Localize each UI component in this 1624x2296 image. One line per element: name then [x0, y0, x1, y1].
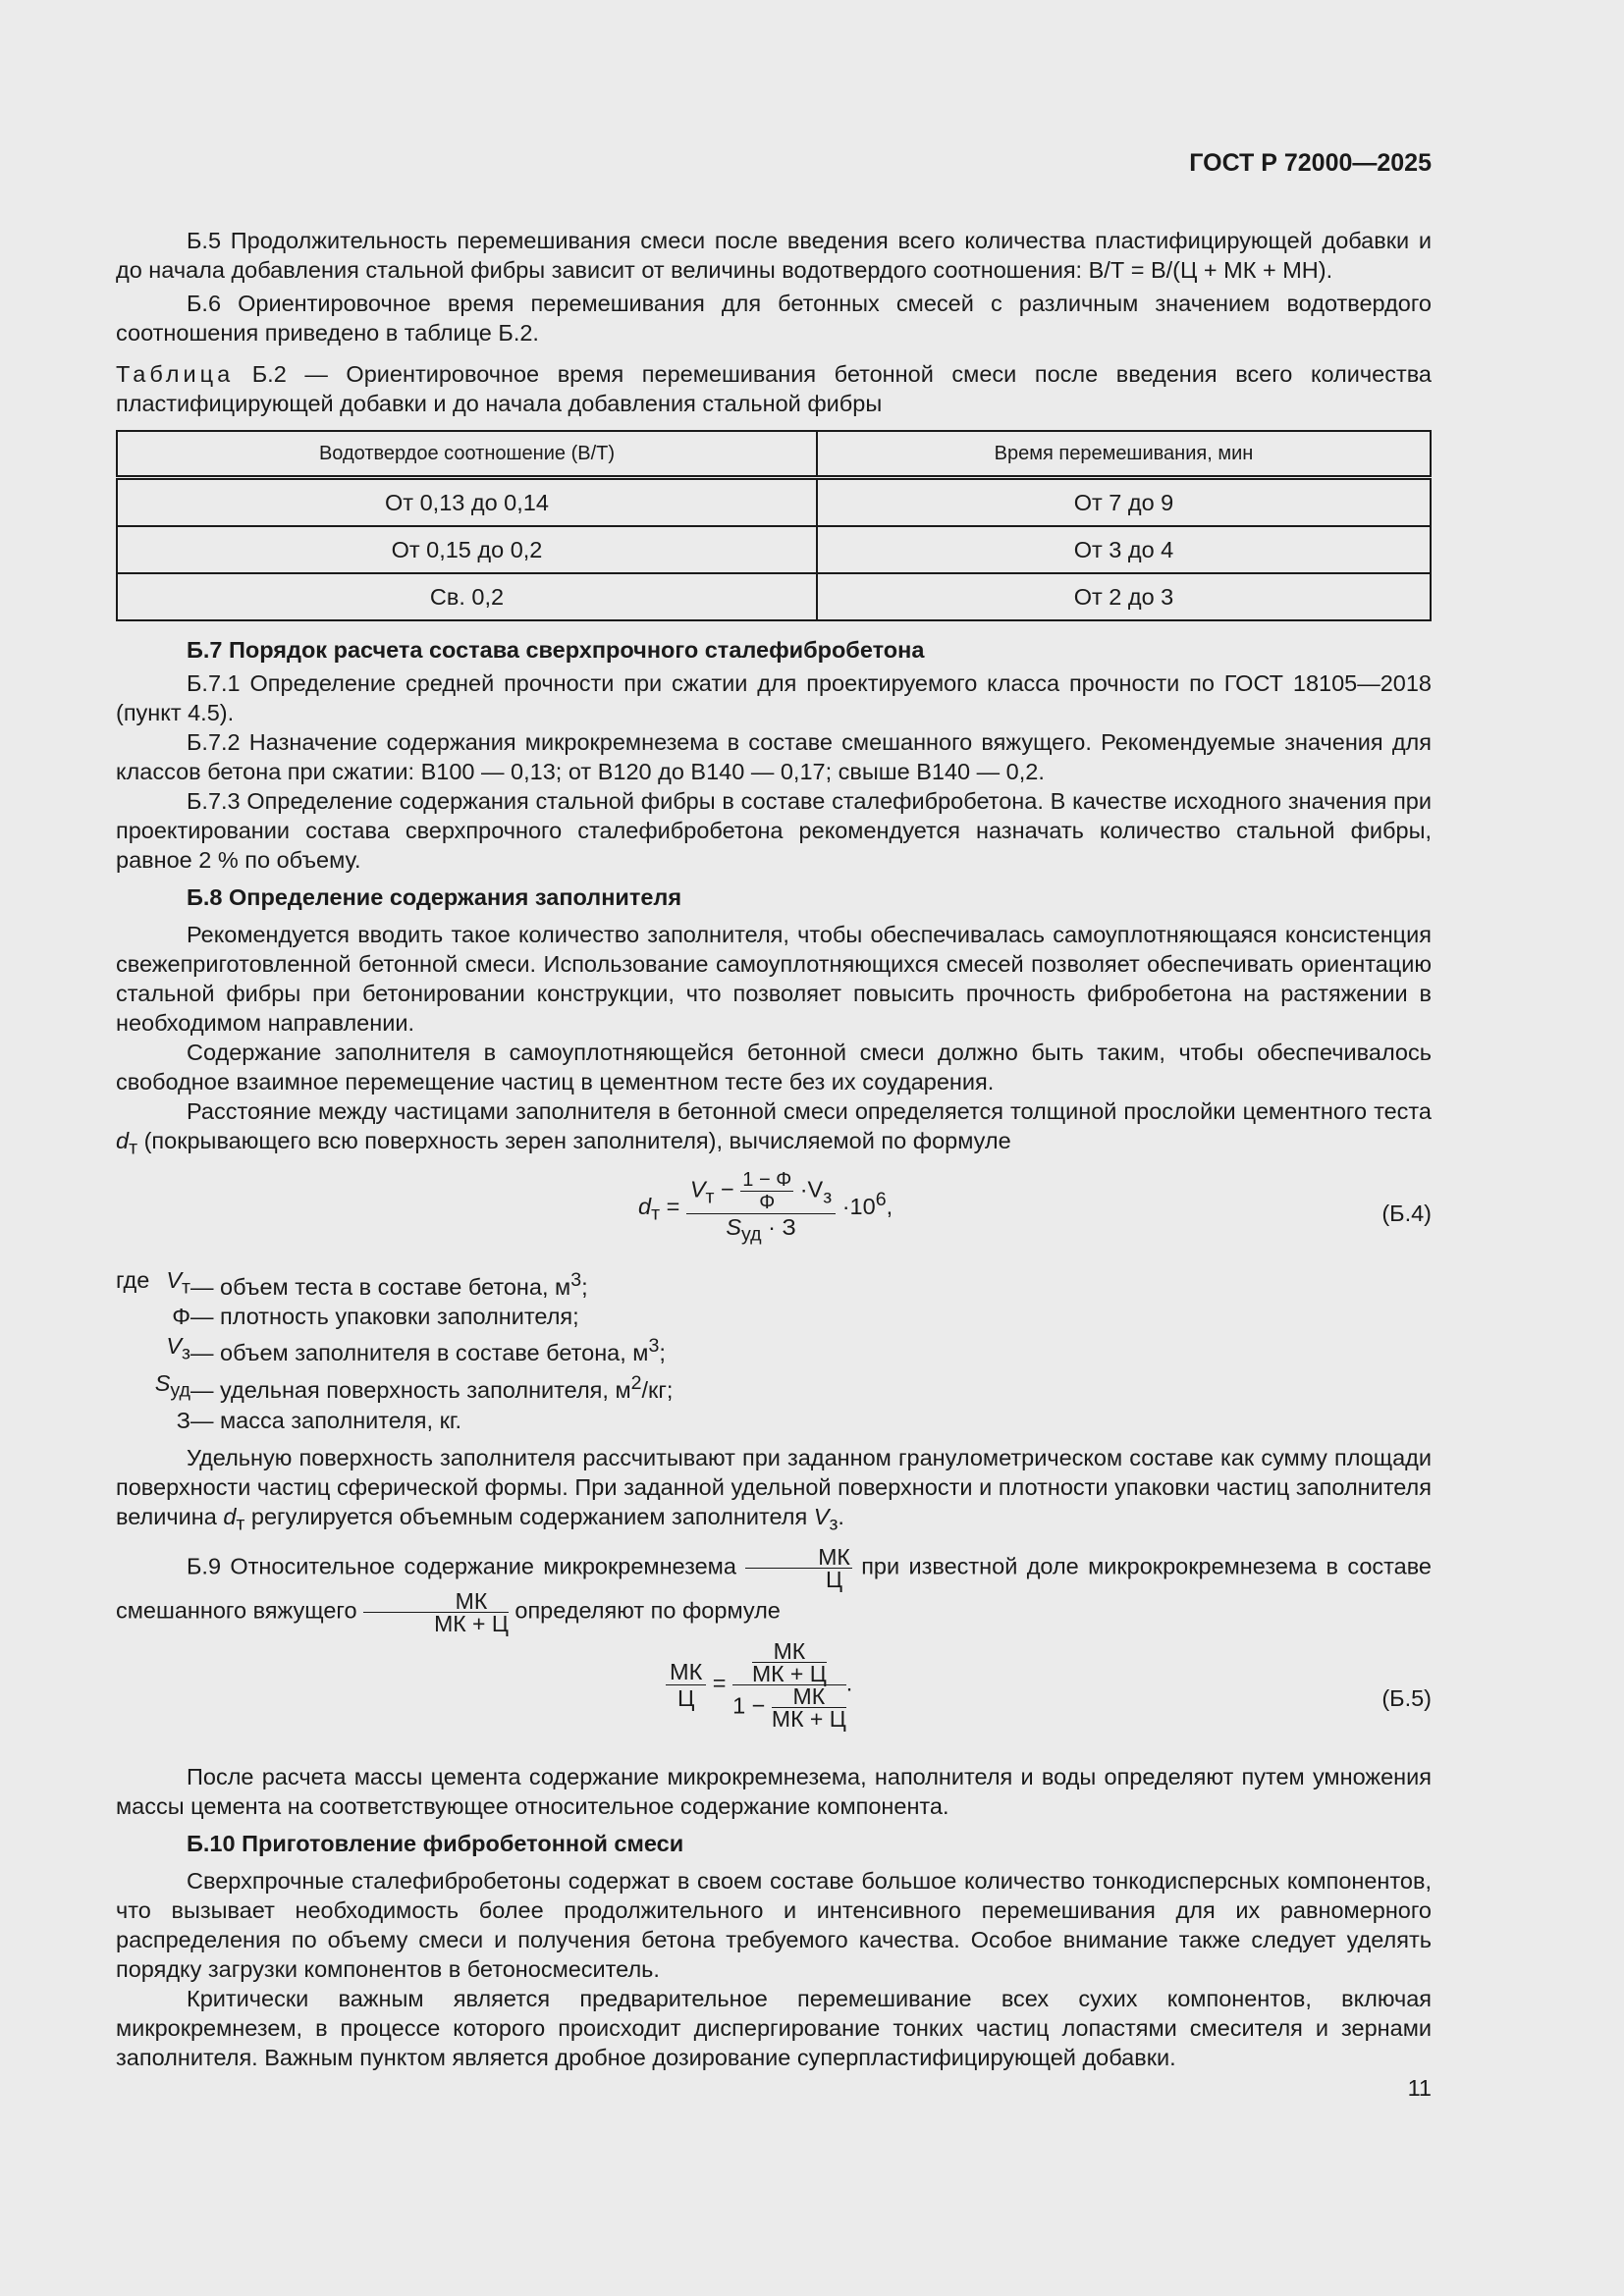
symbol-v-sub: т — [705, 1186, 715, 1208]
one-minus: 1 − — [732, 1693, 766, 1720]
symbol-d: d — [116, 1128, 130, 1153]
rhs-inner-denominator: МК + Ц — [751, 1661, 827, 1687]
table-header-row — [117, 431, 1431, 478]
denominator-tail: · З — [761, 1213, 796, 1240]
symbol-d: d — [223, 1503, 237, 1529]
paragraph-b8-4: Удельную поверхность заполнителя рассчитывают при заданном гранулометрическом составе как сумму площади поверхности частиц сферической формы. При заданной удельной поверхности и плотности упаковки частиц заполнителя величина $d_т$ регулируется объемным содержанием заполнителя $V_з$. — [116, 1444, 1432, 1535]
minus-sign: − — [721, 1176, 734, 1202]
table-header-ratio: Водотвердое соотношение (В/Т) — [117, 431, 817, 478]
paragraph-b9-text: Б.9 Относительное содержание микрокремнезема — [187, 1554, 736, 1580]
table-caption-lead: Таблица — [116, 361, 235, 387]
table-cell: От 2 до 3 — [817, 573, 1431, 620]
definition-sub: з — [182, 1343, 190, 1365]
definition-text: — объем теста в составе бетона, м — [190, 1273, 571, 1300]
paragraph-b10-2: Критически важным является предварительное перемешивание всех сухих компонентов, включая микрокремнезем, в процессе которого происходит диспергирование тонких частиц лопастями смесителя и зернами заполнителя. Важным пунктом является дробное дозирование суперпластифицирующей добавки. — [116, 1986, 1432, 2071]
formula-b5 — [116, 1640, 1432, 1752]
definition-row — [116, 1368, 1432, 1406]
page-number: 11 — [1407, 2075, 1432, 2101]
formula-exponent: 6 — [875, 1188, 887, 1210]
lhs-numerator: МК — [666, 1659, 706, 1685]
inner-denominator: Φ — [759, 1191, 776, 1213]
table-cell: Св. 0,2 — [117, 573, 817, 620]
definition-sup: 3 — [570, 1268, 582, 1291]
definition-text: — масса заполнителя, кг. — [190, 1407, 462, 1433]
lhs-denominator: Ц — [677, 1685, 695, 1712]
symbol-v: V — [813, 1503, 830, 1529]
paragraph-b73: Б.7.3 Определение содержания стальной фибры в составе сталефибробетона. В качестве исходного значения при проектировании состава сверхпрочного сталефибробетона рекомендуется назначать количество стальной фибры, равное 2 % по объему. — [116, 788, 1432, 873]
definition-symbol: V — [166, 1333, 183, 1360]
table-cell: От 7 до 9 — [817, 478, 1431, 527]
formula-denominator — [686, 1214, 836, 1248]
paragraph-b10-1: Сверхпрочные сталефибробетоны содержат в своем составе большое количество тонкодисперсных компонентов, что вызывает необходимость более продолжительного и интенсивного перемешивания для их равномерного распределения по объему смеси и получения бетона требуемого качества. Особое внимание также следует уделять порядку загрузки компонентов в бетоносмеситель. — [116, 1868, 1432, 1983]
page-body — [116, 147, 1432, 2072]
rhs-den-numerator: МК — [772, 1685, 846, 1708]
formula-b5-rhs — [732, 1638, 846, 1733]
paragraph-b8-2: Содержание заполнителя в самоуплотняющейся бетонной смеси должно быть таким, чтобы обеспечивалось свободное взаимное перемещение частиц в цементном тесте без их соударения. — [116, 1040, 1432, 1095]
inner-numerator: 1 − Φ — [742, 1168, 792, 1191]
symbol-s: S — [726, 1213, 742, 1240]
symbol-s-sub: уд — [741, 1223, 762, 1246]
definition-end: ; — [581, 1273, 588, 1300]
paragraph-b71: Б.7.1 Определение средней прочности при сжатии для проектируемого класса прочности по ГОСТ 18105—2018 (пункт 4.5). — [116, 670, 1432, 725]
rhs-numerator — [732, 1640, 846, 1685]
definition-end: ; — [659, 1340, 666, 1366]
table-header-time: Время перемешивания, мин — [817, 431, 1431, 478]
heading-b8: Б.8 Определение содержания заполнителя — [187, 884, 682, 910]
heading-b7: Б.7 Порядок расчета состава сверхпрочного сталефибробетона — [187, 637, 925, 663]
formula-b5-lhs — [666, 1659, 706, 1711]
paragraph-b8-3-text: Расстояние между частицами заполнителя в бетонной смеси определяется толщиной прослойки цементного теста — [187, 1098, 1432, 1124]
formula-b4-expression — [638, 1169, 893, 1248]
paragraph-b8-3-tail: (покрывающего всю поверхность зерен заполнителя), вычисляемой по формуле — [143, 1128, 1011, 1153]
rhs-denominator — [732, 1683, 846, 1733]
formula-lhs: d — [638, 1193, 652, 1219]
rhs-inner-numerator: МК — [752, 1640, 827, 1663]
paragraph-b8-1: Рекомендуется вводить такое количество заполнителя, чтобы обеспечивалась самоуплотняющаяся консистенция свежеприготовленной бетонной смеси. Использование самоуплотняющихся смесей позволяет обеспечивать ориентацию стальной фибры при бетонировании конструкции, что позволяет повысить прочность фибробетона на растяжении в необходимом направлении. — [116, 922, 1432, 1036]
paragraph-b5: Б.5 Продолжительность перемешивания смеси после введения всего количества пластифицирующей добавки и до начала добавления стальной фибры зависит от величины водотвердого соотношения: В/Т = В/(Ц + МК + МН). — [116, 228, 1432, 283]
formula-b5-expression — [666, 1638, 853, 1733]
table-caption-text: Б.2 — Ориентировочное время перемешивания бетонной смеси после введения всего количества пластифицирующей добавки и до начала добавления стальной фибры — [116, 361, 1432, 416]
fraction-mk-mkc — [363, 1588, 509, 1637]
definition-symbol: Φ — [172, 1304, 190, 1330]
table-row — [117, 573, 1431, 620]
formula-inner-fraction — [740, 1169, 793, 1213]
definition-symbol: З — [176, 1407, 190, 1433]
table-row — [117, 478, 1431, 527]
formula-comma: , — [886, 1193, 893, 1219]
definition-end: /кг; — [641, 1376, 674, 1403]
heading-b10: Б.10 Приготовление фибробетонной смеси — [187, 1831, 684, 1857]
paragraph-b9-tail: определяют по формуле — [514, 1598, 781, 1625]
table-caption — [116, 359, 1432, 418]
formula-main-fraction — [686, 1169, 836, 1248]
definition-row — [116, 1406, 1432, 1435]
table-cell: От 0,13 до 0,14 — [117, 478, 817, 527]
symbol-definitions — [116, 1265, 1432, 1435]
formula-lhs-sub: т — [651, 1202, 661, 1225]
table-cell: От 3 до 4 — [817, 526, 1431, 573]
paragraph-b9 — [116, 1544, 1433, 1637]
definition-row — [116, 1265, 1432, 1303]
definition-sup: 2 — [630, 1372, 642, 1395]
formula-numerator — [686, 1169, 836, 1214]
document-header: ГОСТ Р 72000—2025 — [1189, 149, 1432, 177]
paragraph-b9-after: После расчета массы цемента содержание микрокремнезема, наполнителя и воды определяют путем умножения массы цемента на соответствующее относительное содержание компонента. — [116, 1764, 1432, 1820]
table-cell: От 0,15 до 0,2 — [117, 526, 817, 573]
symbol-v: V — [689, 1176, 706, 1202]
definition-symbol: V — [166, 1266, 183, 1293]
fraction-mk-c — [745, 1544, 852, 1593]
paragraph-b9-middle: при известной доле микрокрокремнезема в составе смешанного вяжущего — [116, 1554, 1433, 1625]
symbol-d-sub: т — [236, 1513, 245, 1535]
definition-lead: где — [116, 1266, 150, 1293]
fraction-numerator: МК — [745, 1546, 852, 1569]
table-row — [117, 526, 1431, 573]
symbol-vz-sub: з — [823, 1186, 833, 1208]
paragraph-b6: Б.6 Ориентировочное время перемешивания для бетонных смесей с различным значением водотвердого соотношения приведено в таблице Б.2. — [116, 291, 1432, 346]
paragraph-b72: Б.7.2 Назначение содержания микрокремнезема в составе смешанного вяжущего. Рекомендуемые значения для классов бетона при сжатии: В100 — 0,13; от В120 до В140 — 0,17; свыше В140 — 0,2. — [116, 729, 1432, 784]
definition-sub: уд — [170, 1379, 190, 1402]
mixing-time-table — [116, 430, 1432, 621]
paragraph-b8-3 — [116, 1096, 1432, 1163]
formula-period: . — [845, 1671, 853, 1697]
formula-equals: = — [712, 1671, 727, 1697]
definition-text: — удельная поверхность заполнителя, м — [190, 1376, 631, 1403]
formula-b4 — [116, 1169, 1432, 1259]
definition-row — [116, 1302, 1432, 1331]
definition-symbol: S — [154, 1370, 171, 1397]
rhs-den-denominator: МК + Ц — [771, 1706, 846, 1733]
fraction-denominator: МК + Ц — [434, 1611, 509, 1637]
formula-multiplier: ·10 — [841, 1193, 876, 1219]
definition-text: — плотность упаковки заполнителя; — [190, 1304, 579, 1330]
paragraph-b8-4-text: Удельную поверхность заполнителя рассчитывают при заданном гранулометрическом составе как сумму площади поверхности частиц сферической формы. При заданной удельной поверхности и плотности упаковки частиц заполнителя величина — [116, 1444, 1432, 1529]
definition-sub: т — [182, 1276, 190, 1299]
paragraph-b8-4-tail: регулируется объемным содержанием заполнителя — [250, 1503, 808, 1529]
symbol-v-sub: з — [829, 1513, 839, 1535]
symbol-dot-v: ·V — [799, 1176, 824, 1202]
symbol-d-sub: т — [129, 1137, 138, 1159]
formula-equals: = — [666, 1193, 680, 1219]
definition-row — [116, 1331, 1432, 1368]
definition-text: — объем заполнителя в составе бетона, м — [190, 1340, 649, 1366]
fraction-denominator: Ц — [826, 1567, 843, 1593]
fraction-numerator: МК — [363, 1590, 509, 1613]
definition-sup: 3 — [648, 1335, 660, 1358]
formula-number-b5: (Б.5) — [1381, 1685, 1432, 1712]
formula-number-b4: (Б.4) — [1381, 1200, 1432, 1226]
